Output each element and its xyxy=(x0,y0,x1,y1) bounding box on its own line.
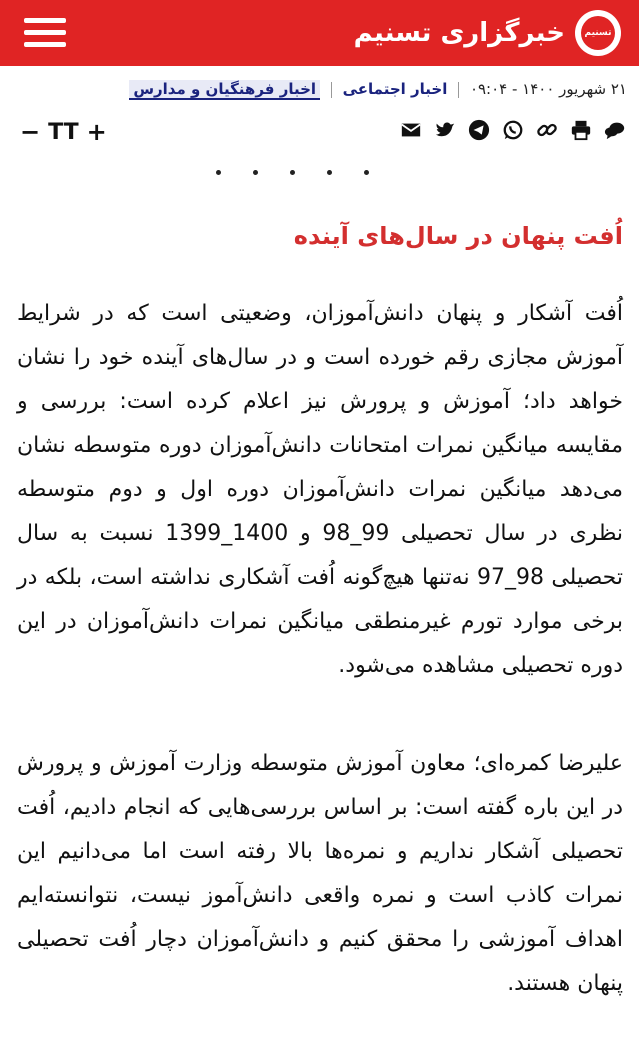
meta-divider xyxy=(331,82,332,98)
article-paragraph-1: اُفت آشکار و پنهان دانش‌آموزان، وضعیتی است که در شرایط آموزش مجازی رقم خورده است و در سال‌های آینده خود را نشان خواهد داد؛ آموزش و پرورش نیز اعلام کرده است: بررسی و مقایسه میانگین نمرات امتحانات دانش‌آموزان دوره متوسطه نشان می‌دهد میانگین نمرات دانش‌آموزان دوره اول و دوم متوسطه نظری در سال تحصیلی 99_98 و 1400_1399 نسبت به سال تحصیلی 98_97 نه‌تنها هیچ‌گونه اُفت آشکاری نداشته است، بلکه در برخی موارد تورم غیرمنطقی میانگین نمرات دانش‌آموزان در این دوره تحصیلی مشاهده می‌شود. xyxy=(17,301,623,678)
whatsapp-icon[interactable] xyxy=(501,118,525,142)
logo-mark-icon: تسنیم xyxy=(575,10,621,56)
cropped-text-line xyxy=(200,170,420,182)
article-toolbar xyxy=(0,118,639,152)
top-header-bar xyxy=(0,0,639,66)
article-paragraph-2: علیرضا کمره‌ای؛ معاون آموزش متوسطه وزارت آموزش و پرورش در این باره گفته است: بر اساس بررسی‌هایی که انجام دادیم، اُفت تحصیلی آشکار نداریم و نمره‌ها بالا رفته است اما می‌دانیم این نمرات کاذب است و نمره واقعی دانش‌آموز نیست، نتوانسته‌ایم اهداف آموزشی را محقق کنیم و دانش‌آموزان دچار اُفت تحصیلی پنهان هستند. xyxy=(17,751,623,996)
telegram-icon[interactable] xyxy=(467,118,491,142)
category-link-teachers-schools[interactable]: اخبار فرهنگیان و مدارس xyxy=(129,80,320,100)
twitter-icon[interactable] xyxy=(433,118,457,142)
logo-text: خبرگزاری تسنیم xyxy=(353,18,565,48)
comment-icon[interactable] xyxy=(603,118,627,142)
article-meta xyxy=(129,80,627,98)
meta-divider xyxy=(458,82,459,98)
link-icon[interactable] xyxy=(535,118,559,142)
hamburger-menu-icon[interactable] xyxy=(24,18,66,48)
font-increase-button[interactable]: + xyxy=(86,118,107,146)
site-logo[interactable] xyxy=(354,10,621,56)
print-icon[interactable] xyxy=(569,118,593,142)
email-icon[interactable] xyxy=(399,118,423,142)
article-date: ۲۱ شهریور ۱۴۰۰ - ۰۹:۰۴ xyxy=(469,80,627,98)
font-size-icon: TT xyxy=(48,119,79,145)
share-icons xyxy=(399,118,627,142)
font-size-controls xyxy=(20,118,107,146)
section-headline: اُفت پنهان در سال‌های آینده xyxy=(293,222,623,250)
font-decrease-button[interactable]: − xyxy=(20,118,41,146)
category-link-social[interactable]: اخبار اجتماعی xyxy=(342,80,448,98)
